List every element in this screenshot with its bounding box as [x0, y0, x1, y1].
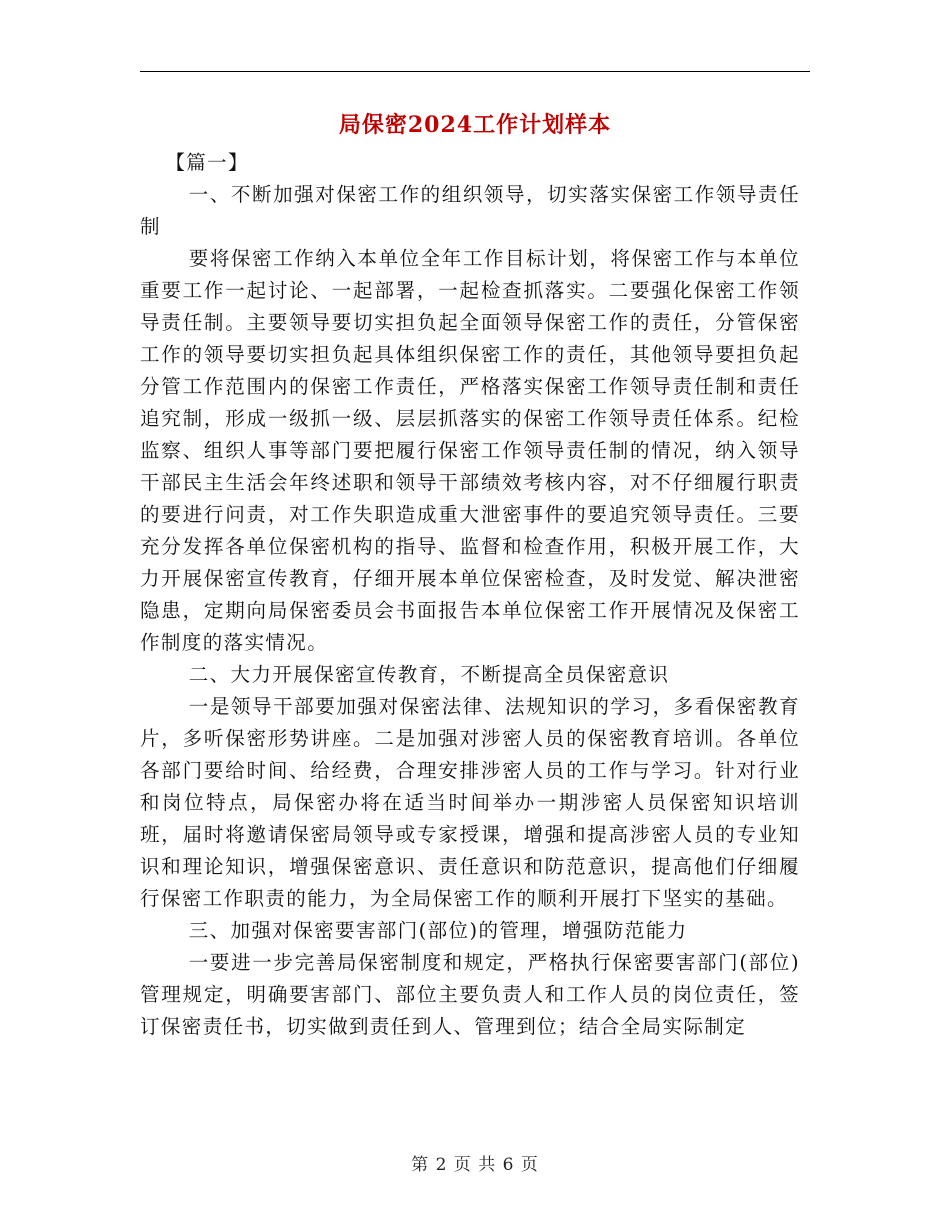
paragraph-3: 一要进一步完善局保密制度和规定，严格执行保密要害部门(部位)管理规定，明确要害部门、部位主要负责人和工作人员的岗位责任，签订保密责任书，切实做到责任到人、管理到位；结合全局实际制定 — [140, 951, 800, 1038]
page-footer: 第 2 页 共 6 页 — [411, 1155, 539, 1175]
section-tag: 【篇一】 — [165, 151, 249, 174]
header-rule — [140, 71, 810, 72]
document-title: 局保密2024工作计划样本 — [338, 112, 612, 138]
paragraph-1: 要将保密工作纳入本单位全年工作目标计划，将保密工作与本单位重要工作一起讨论、一起部署，一起检查抓落实。二要强化保密工作领导责任制。主要领导要切实担负起全面领导保密工作的责任，分管保密工作的领导要切实担负起具体组织保密工作的责任，其他领导要担负起分管工作范围内的保密工作责任，严格落实保密工作领导责任制和责任追究制，形成一级抓一级、层层抓落实的保密工作领导责任体系。纪检监察、组织人事等部门要把履行保密工作领导责任制的情况，纳入领导干部民主生活会年终述职和领导干部绩效考核内容，对不仔细履行职责的要进行问责，对工作失职造成重大泄密事件的要追究领导责任。三要充分发挥各单位保密机构的指导、监督和检查作用，积极开展工作，大力开展保密宣传教育，仔细开展本单位保密检查，及时发觉、解决泄密隐患，定期向局保密委员会书面报告本单位保密工作开展情况及保密工作制度的落实情况。 — [140, 247, 800, 654]
section-heading-2: 二、大力开展保密宣传教育，不断提高全员保密意识 — [188, 663, 670, 686]
section-heading-3: 三、加强对保密要害部门(部位)的管理，增强防范能力 — [188, 919, 688, 942]
document-body — [140, 147, 800, 1043]
section-heading-1: 一、不断加强对保密工作的组织领导，切实落实保密工作领导责任制 — [140, 183, 800, 238]
paragraph-2: 一是领导干部要加强对保密法律、法规知识的学习，多看保密教育片，多听保密形势讲座。二是加强对涉密人员的保密教育培训。各单位各部门要给时间、给经费，合理安排涉密人员的工作与学习。针对行业和岗位特点，局保密办将在适当时间举办一期涉密人员保密知识培训班，届时将邀请保密局领导或专家授课，增强和提高涉密人员的专业知识和理论知识，增强保密意识、责任意识和防范意识，提高他们仔细履行保密工作职责的能力，为全局保密工作的顺利开展打下坚实的基础。 — [140, 695, 800, 910]
